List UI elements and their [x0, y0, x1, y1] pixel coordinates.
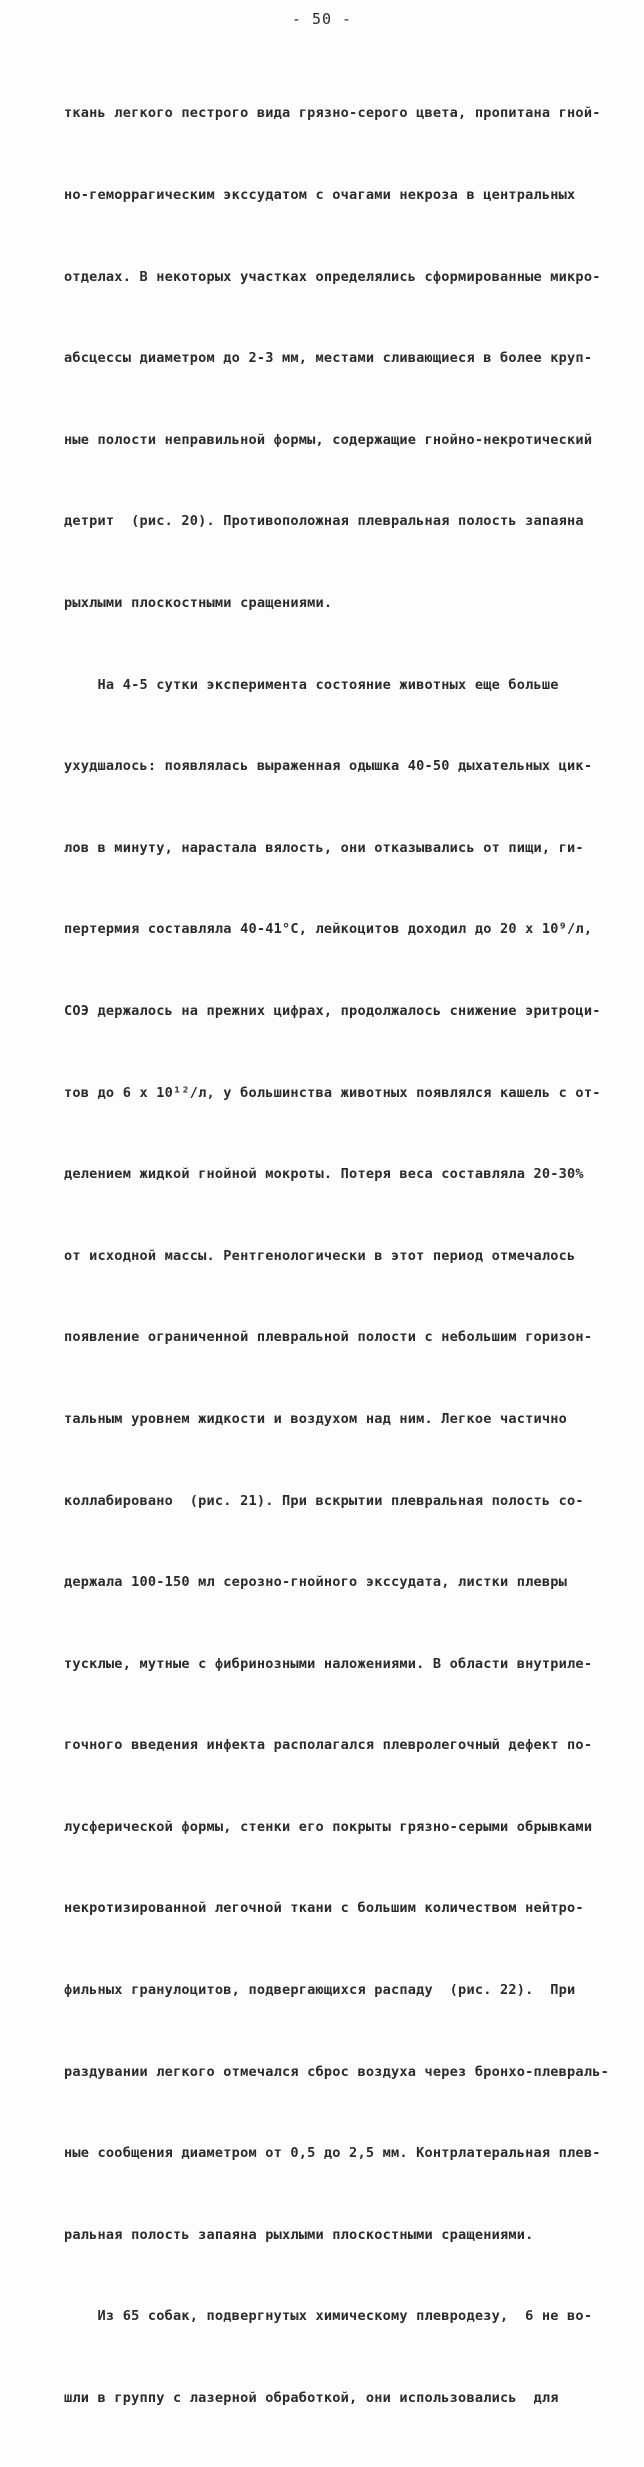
text-line: шли в группу с лазерной обработкой, они использовались для [64, 2390, 559, 2407]
text-line: фильных гранулоцитов, подвергающихся распаду (рис. 22). При [64, 1982, 576, 1999]
text-line: ральная полость запаяна рыхлыми плоскостными сращениями. [64, 2226, 534, 2243]
text-line: детрит (рис. 20). Противоположная плевральная полость запаяна [64, 513, 584, 530]
text-line: гочного введения инфекта располагался плевролегочный дефект по- [64, 1737, 593, 1754]
text-line: ухудшалось: появлялась выраженная одышка 40-50 дыхательных цик- [64, 758, 593, 775]
text-line: абсцессы диаметром до 2-3 мм, местами сливающиеся в более круп- [64, 350, 593, 367]
text-line: лов в минуту, нарастала вялость, они отказывались от пищи, ги- [64, 839, 584, 856]
text-line: коллабировано (рис. 21). При вскрытии плевральная полость со- [64, 1492, 584, 1509]
text-line: пертермия составляла 40-41°С, лейкоцитов доходил до 20 х 10⁹/л, [64, 921, 593, 938]
text-line: но-геморрагическим экссудатом с очагами некроза в центральных [64, 187, 576, 203]
text-line: Из 65 собак, подвергнутых химическому плевродезу, 6 не во- [64, 2308, 593, 2325]
text-line: На 4-5 сутки эксперимента состояние животных еще больше [64, 676, 559, 693]
text-line: ные сообщения диаметром от 0,5 до 2,5 мм. Контрлатеральная плев- [64, 2145, 601, 2162]
text-line: лусферической формы, стенки его покрыты грязно-серыми обрывками [64, 1818, 593, 1835]
text-line: рыхлыми плоскостными сращениями. [64, 594, 333, 611]
text-line: от исходной массы. Рентгенологически в этот период отмечалось [64, 1247, 576, 1264]
text-line: ткань легкого пестрого вида грязно-серого цвета, пропитана гной- [64, 105, 601, 122]
page-number: - 50 - [291, 10, 353, 28]
text-line: делением жидкой гнойной мокроты. Потеря веса составляла 20-30% [64, 1166, 584, 1183]
text-line: некротизированной легочной ткани с большим количеством нейтро- [64, 1900, 584, 1917]
text-line: СОЭ держалось на прежних цифрах, продолжалось снижение эритроци- [64, 1002, 601, 1019]
text-line: тальным уровнем жидкости и воздухом над ним. Легкое частично [64, 1410, 568, 1427]
body-text [64, 46, 624, 2467]
text-line: отделах. В некоторых участках определялись сформированные микро- [64, 268, 601, 285]
text-line: тусклые, мутные с фибринозными наложениями. В области внутриле- [64, 1655, 593, 1672]
text-line: ные полости неправильной формы, содержащие гнойно-некротический [64, 431, 593, 448]
text-line: появление ограниченной плевральной полости с небольшим горизон- [64, 1329, 593, 1346]
text-line: тов до 6 х 10¹²/л, у большинства животных появлялся кашель с от- [64, 1084, 601, 1101]
text-line: раздувании легкого отмечался сброс воздуха через бронхо-плевраль- [64, 2063, 609, 2080]
text-line: держала 100-150 мл серозно-гнойного экссудата, листки плевры [64, 1574, 568, 1591]
